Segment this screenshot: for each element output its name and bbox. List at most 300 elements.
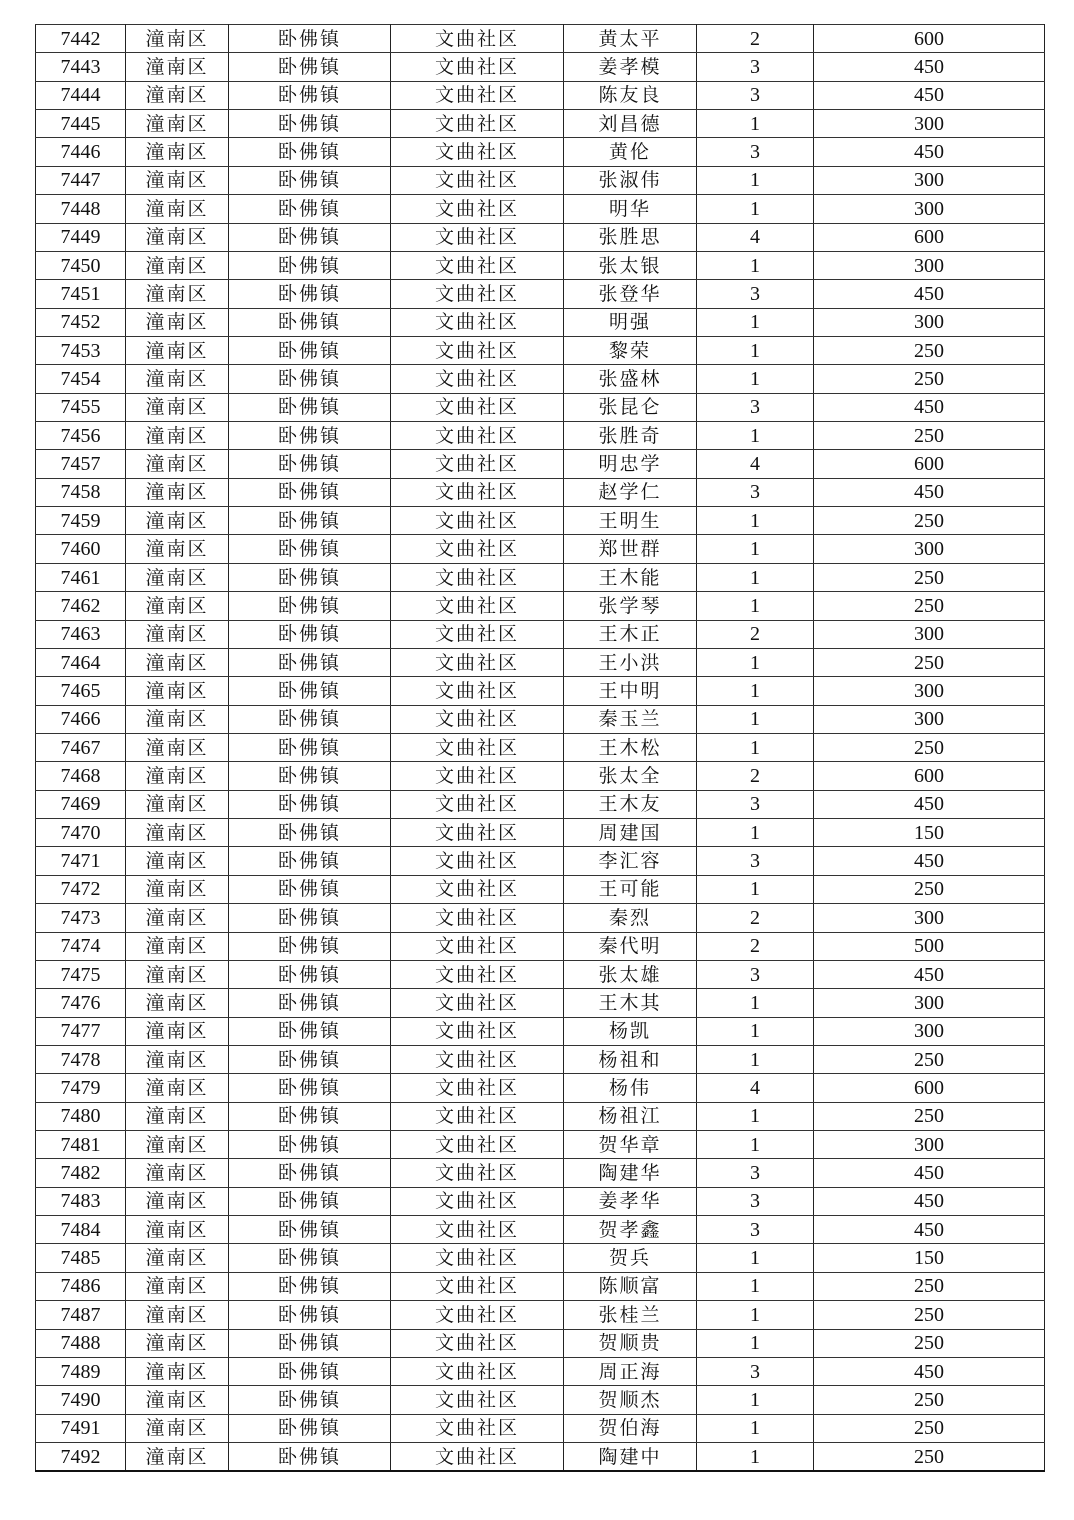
town-cell: 卧佛镇	[229, 875, 391, 903]
amount-cell: 250	[814, 1386, 1045, 1414]
name-cell: 王可能	[564, 875, 697, 903]
community-cell: 文曲社区	[391, 1187, 564, 1215]
amount-cell: 300	[814, 904, 1045, 932]
household-count-cell: 1	[697, 592, 814, 620]
town-cell: 卧佛镇	[229, 1329, 391, 1357]
amount-cell: 600	[814, 223, 1045, 251]
district-cell: 潼南区	[126, 393, 229, 421]
name-cell: 姜孝模	[564, 53, 697, 81]
household-count-cell: 3	[697, 138, 814, 166]
town-cell: 卧佛镇	[229, 648, 391, 676]
amount-cell: 250	[814, 1414, 1045, 1442]
name-cell: 王木正	[564, 620, 697, 648]
community-cell: 文曲社区	[391, 733, 564, 761]
district-cell: 潼南区	[126, 1244, 229, 1272]
row-number-cell: 7486	[36, 1272, 126, 1300]
amount-cell: 250	[814, 1442, 1045, 1471]
table-row	[36, 1102, 1045, 1130]
amount-cell: 250	[814, 1301, 1045, 1329]
household-count-cell: 3	[697, 81, 814, 109]
table-row	[36, 1329, 1045, 1357]
name-cell: 张太全	[564, 762, 697, 790]
row-number-cell: 7465	[36, 677, 126, 705]
community-cell: 文曲社区	[391, 450, 564, 478]
household-count-cell: 4	[697, 223, 814, 251]
town-cell: 卧佛镇	[229, 393, 391, 421]
district-cell: 潼南区	[126, 365, 229, 393]
community-cell: 文曲社区	[391, 1074, 564, 1102]
amount-cell: 250	[814, 1045, 1045, 1073]
row-number-cell: 7454	[36, 365, 126, 393]
amount-cell: 450	[814, 847, 1045, 875]
row-number-cell: 7467	[36, 733, 126, 761]
table-row	[36, 932, 1045, 960]
district-cell: 潼南区	[126, 450, 229, 478]
row-number-cell: 7457	[36, 450, 126, 478]
name-cell: 明华	[564, 195, 697, 223]
row-number-cell: 7462	[36, 592, 126, 620]
community-cell: 文曲社区	[391, 336, 564, 364]
amount-cell: 300	[814, 705, 1045, 733]
amount-cell: 450	[814, 280, 1045, 308]
community-cell: 文曲社区	[391, 1102, 564, 1130]
household-count-cell: 1	[697, 1301, 814, 1329]
amount-cell: 250	[814, 1102, 1045, 1130]
community-cell: 文曲社区	[391, 25, 564, 53]
table-row	[36, 960, 1045, 988]
name-cell: 陶建中	[564, 1442, 697, 1471]
table-row	[36, 166, 1045, 194]
district-cell: 潼南区	[126, 592, 229, 620]
table-row	[36, 563, 1045, 591]
household-count-cell: 2	[697, 25, 814, 53]
community-cell: 文曲社区	[391, 960, 564, 988]
town-cell: 卧佛镇	[229, 422, 391, 450]
household-count-cell: 3	[697, 393, 814, 421]
household-count-cell: 1	[697, 308, 814, 336]
town-cell: 卧佛镇	[229, 478, 391, 506]
name-cell: 张登华	[564, 280, 697, 308]
community-cell: 文曲社区	[391, 223, 564, 251]
amount-cell: 450	[814, 1357, 1045, 1385]
household-count-cell: 1	[697, 1272, 814, 1300]
row-number-cell: 7446	[36, 138, 126, 166]
row-number-cell: 7472	[36, 875, 126, 903]
row-number-cell: 7447	[36, 166, 126, 194]
household-count-cell: 1	[697, 1244, 814, 1272]
table-row	[36, 904, 1045, 932]
community-cell: 文曲社区	[391, 478, 564, 506]
row-number-cell: 7492	[36, 1442, 126, 1471]
row-number-cell: 7470	[36, 819, 126, 847]
town-cell: 卧佛镇	[229, 1414, 391, 1442]
amount-cell: 300	[814, 620, 1045, 648]
table-row	[36, 762, 1045, 790]
table-row	[36, 507, 1045, 535]
district-cell: 潼南区	[126, 1442, 229, 1471]
town-cell: 卧佛镇	[229, 819, 391, 847]
household-count-cell: 1	[697, 507, 814, 535]
name-cell: 明强	[564, 308, 697, 336]
household-count-cell: 1	[697, 1329, 814, 1357]
amount-cell: 250	[814, 733, 1045, 761]
table-row	[36, 53, 1045, 81]
amount-cell: 250	[814, 507, 1045, 535]
table-row	[36, 1301, 1045, 1329]
amount-cell: 300	[814, 110, 1045, 138]
row-number-cell: 7491	[36, 1414, 126, 1442]
district-cell: 潼南区	[126, 762, 229, 790]
town-cell: 卧佛镇	[229, 1131, 391, 1159]
row-number-cell: 7485	[36, 1244, 126, 1272]
table-row	[36, 592, 1045, 620]
district-cell: 潼南区	[126, 705, 229, 733]
row-number-cell: 7458	[36, 478, 126, 506]
name-cell: 张盛林	[564, 365, 697, 393]
district-cell: 潼南区	[126, 989, 229, 1017]
district-cell: 潼南区	[126, 138, 229, 166]
household-count-cell: 1	[697, 1102, 814, 1130]
row-number-cell: 7484	[36, 1216, 126, 1244]
row-number-cell: 7466	[36, 705, 126, 733]
community-cell: 文曲社区	[391, 847, 564, 875]
town-cell: 卧佛镇	[229, 932, 391, 960]
household-count-cell: 1	[697, 875, 814, 903]
district-cell: 潼南区	[126, 422, 229, 450]
community-cell: 文曲社区	[391, 1045, 564, 1073]
town-cell: 卧佛镇	[229, 989, 391, 1017]
community-cell: 文曲社区	[391, 280, 564, 308]
district-cell: 潼南区	[126, 620, 229, 648]
household-count-cell: 3	[697, 847, 814, 875]
amount-cell: 150	[814, 1244, 1045, 1272]
town-cell: 卧佛镇	[229, 1216, 391, 1244]
district-cell: 潼南区	[126, 1045, 229, 1073]
household-count-cell: 4	[697, 450, 814, 478]
amount-cell: 300	[814, 535, 1045, 563]
table-row	[36, 1074, 1045, 1102]
table-row	[36, 1357, 1045, 1385]
household-count-cell: 1	[697, 1017, 814, 1045]
table-body	[36, 25, 1045, 1472]
household-count-cell: 3	[697, 53, 814, 81]
table-row	[36, 1216, 1045, 1244]
town-cell: 卧佛镇	[229, 705, 391, 733]
town-cell: 卧佛镇	[229, 733, 391, 761]
town-cell: 卧佛镇	[229, 251, 391, 279]
amount-cell: 450	[814, 1159, 1045, 1187]
household-count-cell: 3	[697, 1159, 814, 1187]
table-row	[36, 365, 1045, 393]
row-number-cell: 7474	[36, 932, 126, 960]
row-number-cell: 7488	[36, 1329, 126, 1357]
district-cell: 潼南区	[126, 677, 229, 705]
row-number-cell: 7483	[36, 1187, 126, 1215]
community-cell: 文曲社区	[391, 762, 564, 790]
community-cell: 文曲社区	[391, 110, 564, 138]
name-cell: 黄太平	[564, 25, 697, 53]
community-cell: 文曲社区	[391, 53, 564, 81]
amount-cell: 250	[814, 336, 1045, 364]
household-count-cell: 3	[697, 790, 814, 818]
table-row	[36, 1272, 1045, 1300]
district-cell: 潼南区	[126, 336, 229, 364]
household-count-cell: 2	[697, 762, 814, 790]
name-cell: 张太银	[564, 251, 697, 279]
name-cell: 姜孝华	[564, 1187, 697, 1215]
town-cell: 卧佛镇	[229, 336, 391, 364]
household-count-cell: 1	[697, 1131, 814, 1159]
community-cell: 文曲社区	[391, 648, 564, 676]
district-cell: 潼南区	[126, 563, 229, 591]
table-row	[36, 110, 1045, 138]
name-cell: 张淑伟	[564, 166, 697, 194]
name-cell: 杨祖江	[564, 1102, 697, 1130]
amount-cell: 250	[814, 875, 1045, 903]
district-cell: 潼南区	[126, 1329, 229, 1357]
town-cell: 卧佛镇	[229, 563, 391, 591]
row-number-cell: 7453	[36, 336, 126, 364]
row-number-cell: 7473	[36, 904, 126, 932]
row-number-cell: 7459	[36, 507, 126, 535]
town-cell: 卧佛镇	[229, 110, 391, 138]
amount-cell: 450	[814, 960, 1045, 988]
household-count-cell: 1	[697, 648, 814, 676]
community-cell: 文曲社区	[391, 251, 564, 279]
town-cell: 卧佛镇	[229, 1357, 391, 1385]
district-cell: 潼南区	[126, 1357, 229, 1385]
name-cell: 王小洪	[564, 648, 697, 676]
town-cell: 卧佛镇	[229, 1159, 391, 1187]
table-row	[36, 1244, 1045, 1272]
town-cell: 卧佛镇	[229, 960, 391, 988]
community-cell: 文曲社区	[391, 1244, 564, 1272]
table-row	[36, 1386, 1045, 1414]
row-number-cell: 7481	[36, 1131, 126, 1159]
name-cell: 贺华章	[564, 1131, 697, 1159]
row-number-cell: 7471	[36, 847, 126, 875]
household-count-cell: 1	[697, 251, 814, 279]
community-cell: 文曲社区	[391, 166, 564, 194]
amount-cell: 300	[814, 195, 1045, 223]
table-row	[36, 308, 1045, 336]
community-cell: 文曲社区	[391, 1442, 564, 1471]
table-row	[36, 422, 1045, 450]
district-cell: 潼南区	[126, 847, 229, 875]
district-cell: 潼南区	[126, 875, 229, 903]
community-cell: 文曲社区	[391, 422, 564, 450]
row-number-cell: 7452	[36, 308, 126, 336]
row-number-cell: 7482	[36, 1159, 126, 1187]
district-cell: 潼南区	[126, 195, 229, 223]
district-cell: 潼南区	[126, 819, 229, 847]
amount-cell: 450	[814, 478, 1045, 506]
household-count-cell: 2	[697, 904, 814, 932]
amount-cell: 450	[814, 790, 1045, 818]
household-count-cell: 1	[697, 819, 814, 847]
household-count-cell: 1	[697, 563, 814, 591]
community-cell: 文曲社区	[391, 365, 564, 393]
district-cell: 潼南区	[126, 280, 229, 308]
town-cell: 卧佛镇	[229, 308, 391, 336]
town-cell: 卧佛镇	[229, 1017, 391, 1045]
row-number-cell: 7478	[36, 1045, 126, 1073]
town-cell: 卧佛镇	[229, 1244, 391, 1272]
district-cell: 潼南区	[126, 1131, 229, 1159]
table-row	[36, 25, 1045, 53]
community-cell: 文曲社区	[391, 705, 564, 733]
town-cell: 卧佛镇	[229, 25, 391, 53]
town-cell: 卧佛镇	[229, 904, 391, 932]
name-cell: 黄伦	[564, 138, 697, 166]
town-cell: 卧佛镇	[229, 280, 391, 308]
name-cell: 贺伯海	[564, 1414, 697, 1442]
amount-cell: 450	[814, 1216, 1045, 1244]
table-row	[36, 138, 1045, 166]
table-row	[36, 393, 1045, 421]
table-row	[36, 620, 1045, 648]
table-row	[36, 223, 1045, 251]
name-cell: 贺孝鑫	[564, 1216, 697, 1244]
table-row	[36, 1045, 1045, 1073]
name-cell: 刘昌德	[564, 110, 697, 138]
household-count-cell: 1	[697, 677, 814, 705]
name-cell: 秦玉兰	[564, 705, 697, 733]
name-cell: 杨凯	[564, 1017, 697, 1045]
name-cell: 明忠学	[564, 450, 697, 478]
household-count-cell: 1	[697, 195, 814, 223]
amount-cell: 600	[814, 762, 1045, 790]
household-count-cell: 3	[697, 960, 814, 988]
amount-cell: 300	[814, 989, 1045, 1017]
name-cell: 王木友	[564, 790, 697, 818]
town-cell: 卧佛镇	[229, 81, 391, 109]
row-number-cell: 7487	[36, 1301, 126, 1329]
district-cell: 潼南区	[126, 223, 229, 251]
community-cell: 文曲社区	[391, 1329, 564, 1357]
town-cell: 卧佛镇	[229, 1187, 391, 1215]
district-cell: 潼南区	[126, 1414, 229, 1442]
community-cell: 文曲社区	[391, 507, 564, 535]
row-number-cell: 7475	[36, 960, 126, 988]
table-row	[36, 195, 1045, 223]
household-count-cell: 1	[697, 336, 814, 364]
name-cell: 赵学仁	[564, 478, 697, 506]
household-count-cell: 3	[697, 280, 814, 308]
name-cell: 王木其	[564, 989, 697, 1017]
amount-cell: 450	[814, 138, 1045, 166]
name-cell: 李汇容	[564, 847, 697, 875]
table-row	[36, 1131, 1045, 1159]
data-table	[35, 24, 1045, 1472]
row-number-cell: 7479	[36, 1074, 126, 1102]
amount-cell: 450	[814, 81, 1045, 109]
row-number-cell: 7444	[36, 81, 126, 109]
district-cell: 潼南区	[126, 110, 229, 138]
name-cell: 贺顺贵	[564, 1329, 697, 1357]
district-cell: 潼南区	[126, 25, 229, 53]
community-cell: 文曲社区	[391, 1159, 564, 1187]
row-number-cell: 7477	[36, 1017, 126, 1045]
community-cell: 文曲社区	[391, 1017, 564, 1045]
row-number-cell: 7461	[36, 563, 126, 591]
district-cell: 潼南区	[126, 1102, 229, 1130]
town-cell: 卧佛镇	[229, 1045, 391, 1073]
table-row	[36, 450, 1045, 478]
town-cell: 卧佛镇	[229, 847, 391, 875]
amount-cell: 250	[814, 365, 1045, 393]
row-number-cell: 7443	[36, 53, 126, 81]
household-count-cell: 1	[697, 733, 814, 761]
row-number-cell: 7490	[36, 1386, 126, 1414]
town-cell: 卧佛镇	[229, 507, 391, 535]
row-number-cell: 7450	[36, 251, 126, 279]
amount-cell: 250	[814, 1272, 1045, 1300]
town-cell: 卧佛镇	[229, 138, 391, 166]
community-cell: 文曲社区	[391, 1386, 564, 1414]
table-row	[36, 989, 1045, 1017]
row-number-cell: 7489	[36, 1357, 126, 1385]
name-cell: 张胜奇	[564, 422, 697, 450]
table-row	[36, 1187, 1045, 1215]
name-cell: 张胜思	[564, 223, 697, 251]
table-row	[36, 336, 1045, 364]
household-count-cell: 4	[697, 1074, 814, 1102]
name-cell: 贺兵	[564, 1244, 697, 1272]
town-cell: 卧佛镇	[229, 592, 391, 620]
town-cell: 卧佛镇	[229, 166, 391, 194]
town-cell: 卧佛镇	[229, 1102, 391, 1130]
row-number-cell: 7455	[36, 393, 126, 421]
table-row	[36, 280, 1045, 308]
name-cell: 王中明	[564, 677, 697, 705]
community-cell: 文曲社区	[391, 1272, 564, 1300]
town-cell: 卧佛镇	[229, 677, 391, 705]
community-cell: 文曲社区	[391, 620, 564, 648]
table-row	[36, 677, 1045, 705]
name-cell: 秦烈	[564, 904, 697, 932]
district-cell: 潼南区	[126, 790, 229, 818]
community-cell: 文曲社区	[391, 592, 564, 620]
amount-cell: 300	[814, 1017, 1045, 1045]
table-row	[36, 535, 1045, 563]
name-cell: 杨祖和	[564, 1045, 697, 1073]
row-number-cell: 7451	[36, 280, 126, 308]
name-cell: 黎荣	[564, 336, 697, 364]
table-row	[36, 81, 1045, 109]
community-cell: 文曲社区	[391, 677, 564, 705]
amount-cell: 500	[814, 932, 1045, 960]
amount-cell: 250	[814, 592, 1045, 620]
town-cell: 卧佛镇	[229, 1301, 391, 1329]
amount-cell: 450	[814, 393, 1045, 421]
community-cell: 文曲社区	[391, 535, 564, 563]
table-row	[36, 705, 1045, 733]
name-cell: 陈友良	[564, 81, 697, 109]
household-count-cell: 2	[697, 620, 814, 648]
district-cell: 潼南区	[126, 251, 229, 279]
district-cell: 潼南区	[126, 1074, 229, 1102]
town-cell: 卧佛镇	[229, 1074, 391, 1102]
town-cell: 卧佛镇	[229, 450, 391, 478]
district-cell: 潼南区	[126, 904, 229, 932]
town-cell: 卧佛镇	[229, 1386, 391, 1414]
amount-cell: 300	[814, 166, 1045, 194]
household-count-cell: 1	[697, 365, 814, 393]
household-count-cell: 3	[697, 1357, 814, 1385]
town-cell: 卧佛镇	[229, 535, 391, 563]
district-cell: 潼南区	[126, 1301, 229, 1329]
